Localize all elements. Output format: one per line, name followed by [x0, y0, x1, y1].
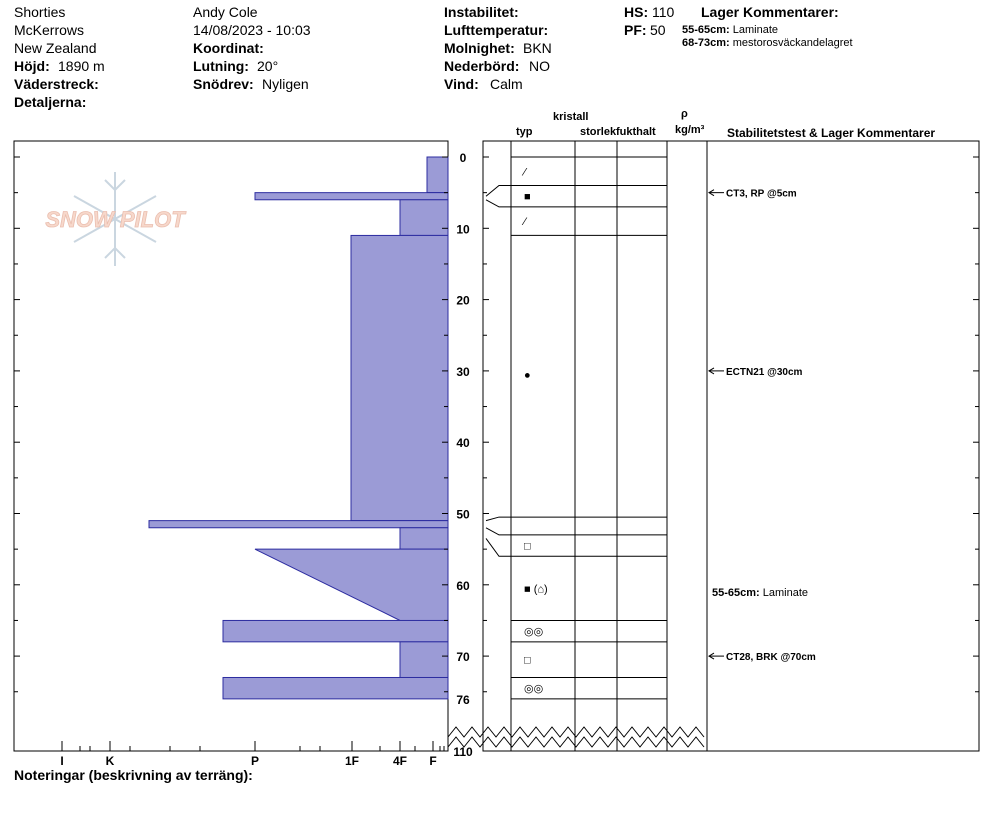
hardness-layer-8 — [400, 642, 448, 678]
hardness-layer-6 — [255, 549, 448, 620]
layer-comment-1-range: 55-65cm: — [682, 24, 730, 36]
precip-label: Nederbörd: — [444, 58, 520, 74]
depth-break-marker — [448, 727, 704, 747]
slope-value: 20° — [257, 58, 279, 74]
left-depth-ticks — [14, 157, 979, 692]
layer-comment-2-range: 68-73cm: — [682, 37, 730, 49]
grain-symbol-2: ⁄ — [524, 216, 526, 229]
hs-label: HS: — [624, 4, 649, 20]
hardness-layer-2 — [400, 200, 448, 236]
col-stability: Stabilitetstest & Lager Kommentarer — [727, 126, 936, 140]
hs-value: 110 — [652, 4, 675, 20]
hardness-layer-3 — [351, 235, 448, 520]
layer-table-grid — [486, 141, 707, 751]
wind-value: Calm — [490, 76, 523, 92]
x-label-P: P — [250, 754, 260, 768]
x-label-4F: 4F — [392, 754, 408, 768]
col-size: storlek — [580, 126, 617, 138]
layer-connector-4 — [486, 538, 511, 556]
depth-label-76: 76 — [456, 692, 470, 707]
layer-comment-mark-text: Laminate — [762, 586, 809, 599]
stability-test-2: CT28, BRK @70cm — [726, 652, 816, 664]
layer-comment-1-text: Laminate — [732, 24, 779, 36]
stability-tests — [709, 189, 816, 663]
aspect-label: Väderstreck: — [14, 76, 99, 92]
layer-comment-mark-0 — [712, 587, 808, 599]
depth-label-10: 10 — [456, 222, 470, 237]
layer-connector-2 — [486, 517, 511, 521]
location: Shorties — [14, 4, 66, 20]
country: New Zealand — [14, 40, 97, 56]
break-zigzag-1 — [448, 737, 704, 747]
depth-label-0: 0 — [459, 151, 467, 165]
sky-label: Molnighet: — [444, 40, 515, 56]
hardness-layer-5 — [400, 528, 448, 549]
depth-label-70: 70 — [456, 650, 470, 665]
snowpilot-logo — [45, 172, 186, 266]
pf-label: PF: — [624, 22, 647, 38]
notes-label: Noteringar (beskrivning av terräng): — [14, 767, 253, 783]
depth-label-20: 20 — [456, 293, 470, 308]
depth-label-60: 60 — [456, 578, 470, 593]
hardness-layer-7 — [223, 620, 448, 641]
col-rho: ρ — [681, 108, 688, 120]
logo-text: SNOW PILOT — [45, 207, 185, 232]
instability-label: Instabilitet: — [444, 4, 519, 20]
layer-comments-title: Lager Kommentarer: — [701, 4, 839, 20]
wind-loading-label: Snödrev: — [193, 76, 254, 92]
stability-test-0: CT3, RP @5cm — [726, 188, 797, 200]
x-label-1F: 1F — [344, 754, 360, 768]
elevation-label: Höjd: — [14, 58, 50, 74]
grain-symbol-8: ◎◎ — [524, 683, 544, 696]
wind-loading-value: Nyligen — [262, 76, 309, 92]
col-moisture: fukthalt — [616, 126, 656, 138]
details-label: Detaljerna: — [14, 94, 87, 110]
elevation-value: 1890 m — [58, 58, 105, 74]
wind-label: Vind: — [444, 76, 479, 92]
hardness-layer-9 — [223, 677, 448, 698]
range: McKerrows — [14, 22, 85, 38]
x-label-F: F — [429, 754, 437, 768]
layer-connector-1 — [486, 200, 511, 207]
precip-value: NO — [529, 58, 550, 74]
grain-symbol-5: ■ (⌂) — [524, 583, 548, 596]
layer-comment-mark-range: 55-65cm: — [712, 586, 763, 599]
observer: Andy Cole — [193, 4, 258, 20]
depth-label-40: 40 — [456, 436, 470, 451]
slope-label: Lutning: — [193, 58, 249, 74]
hardness-layer-1 — [255, 193, 448, 200]
sky-value: BKN — [523, 40, 552, 56]
grain-symbol-0: ⁄ — [524, 166, 526, 179]
pf-value: 50 — [650, 22, 666, 38]
depth-label-50: 50 — [456, 507, 470, 522]
grain-symbol-1: ■ — [524, 191, 531, 204]
hardness-layer-4 — [149, 521, 448, 528]
layer-comment-2-text: mestorosväckandelagret — [732, 37, 853, 49]
hardness-layer-0 — [427, 157, 448, 193]
col-crystal: kristall — [553, 111, 589, 123]
col-density: kg/m³ — [675, 124, 705, 136]
grain-symbol-3: ● — [524, 369, 531, 382]
grain-symbols — [521, 166, 548, 695]
depth-axis-labels — [453, 151, 473, 759]
grain-symbol-6: ◎◎ — [524, 626, 544, 639]
depth-label-110: 110 — [453, 745, 473, 759]
depth-label-30: 30 — [456, 364, 470, 379]
x-label-K: K — [105, 754, 115, 768]
grain-symbol-7: □ — [524, 654, 531, 667]
layer-connector-0 — [486, 186, 511, 197]
hardness-layers — [149, 157, 448, 699]
hardness-axis-labels — [60, 741, 444, 768]
layer-connector-3 — [486, 528, 511, 535]
break-zigzag-0 — [448, 727, 704, 737]
air-temp-label: Lufttemperatur: — [444, 22, 549, 38]
datetime: 14/08/2023 - 10:03 — [193, 22, 311, 38]
x-label-I: I — [60, 754, 64, 768]
col-type: typ — [516, 126, 533, 138]
grain-symbol-4: □ — [524, 540, 531, 553]
coordinate-label: Koordinat: — [193, 40, 264, 56]
stability-test-1: ECTN21 @30cm — [726, 366, 803, 378]
